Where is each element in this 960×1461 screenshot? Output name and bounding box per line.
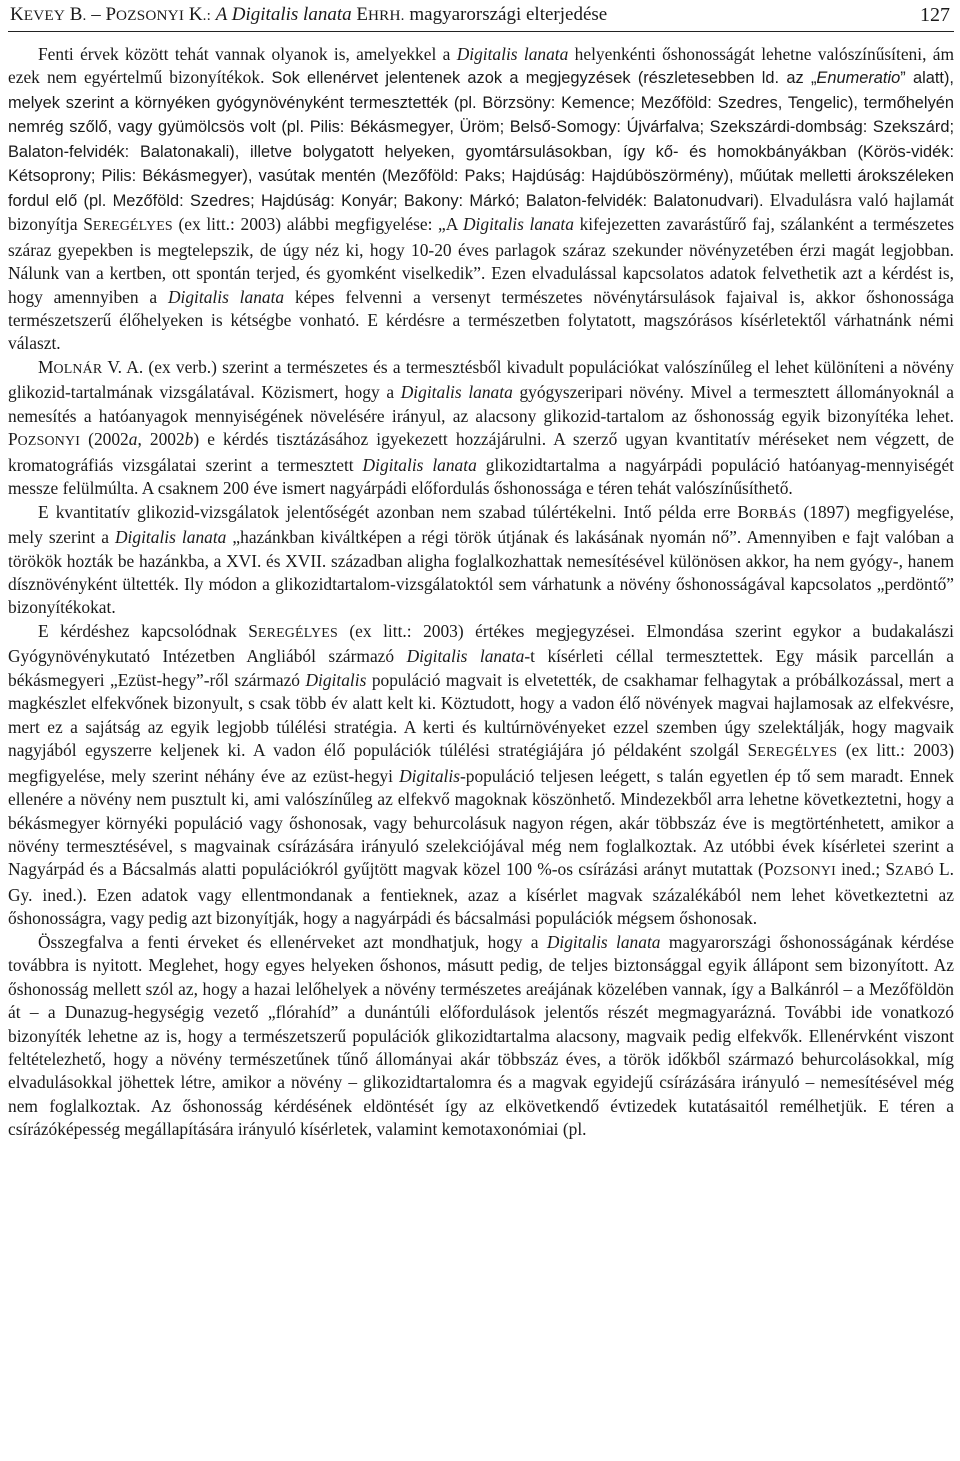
text-fragment: Sok ellenérvet jelentenek azok a megjegyzések (részletesebben ld. az „ <box>271 69 817 88</box>
italic-term: b <box>184 429 194 450</box>
running-head <box>8 0 954 32</box>
author-name: SEREGÉLYES <box>248 620 338 641</box>
italic-term: Digitalis lanata <box>115 527 227 548</box>
text-fragment: , 2002 <box>137 429 185 450</box>
text-run <box>8 502 954 618</box>
text-fragment: -t kísérleti céllal termesztettek. Egy másik parcellán a békásmegyeri „Ezüst-hegy”-ről származó <box>8 646 954 690</box>
text-fragment: glikozidtartalma a nagyárpádi populáció hatóanyag-mennyiségét messze felülmúlta. A csaknem 200 éve ismert nagyárpádi előfordulás őshonossága e téren tehát valószínűsíthető. <box>8 454 954 499</box>
paragraph <box>8 43 954 356</box>
text-fragment: helyenkénti őshonosságát lehetne valószínűsíteni, ám ezek nem egyértelmű bizonyítékok. <box>8 44 955 88</box>
author-name: MOLNÁR <box>38 356 103 377</box>
italic-term: Digitalis lanata <box>400 382 513 403</box>
text-fragment: képes felvenni a versenyt természetes növénytársulások fajaival is, akkor őshonossága természetszerű élőhelyeken is kétségbe vonható. E kérdésre a természetben folytatott, magszórásos kísérletektől várhatnánk némi választ. <box>8 286 954 354</box>
author-name: SZABÓ <box>885 859 934 880</box>
italic-term: Digitalis lanata <box>167 286 285 307</box>
text-fragment: populáció magvait is elvetették, de csakhamar felhagytak a próbálkozással, mert a magkészlet elfekvőnek bizonyult, s csak több év alatt kelt ki. Köztudott, hogy a vadon élő növények magvai hajlamosak az elfekvésre, mert ez a sajátság az egyik legjobb túlélési stratégia. A kerti és kultúrnövényeket ezzel szemben úgy szelektálják, hogy magvaik nagyjából egyszerre keljenek ki. A vadon élő populációk túlélési stratégiájára jó példaként szolgál <box>8 669 954 761</box>
text-fragment: kifejezetten zavarástűrő faj, szálanként a természetes száraz gyepekben is megtelepszik, de úgy néz ki, hogy 10-20 éves parlagok száraz szekunder növényzetében érzi magát legjobban. Nálunk van a kertben, ott spontán terjed, és gyomként viselkedik”. Ezen elvadulással kapcsolatos adatok felvethetik azt a kérdést is, hogy amennyiben a <box>8 214 954 307</box>
text-fragment: gyógyszeripari növény. Mivel a termesztett állományoknál a nemesítés a hatóanyagok mennyiségének növelésére irányul, az alacsony glikozid-tartalom az őshonosság egyik bizonyítéka lehet. <box>8 382 954 426</box>
text-fragment: E kvantitatív glikozid-vizsgálatok jelentőségét azonban nem szabad túlértékelni. Intő példa erre <box>38 501 738 522</box>
text-fragment: ) e kérdés tisztázásához igyekezett hozzájárulni. A szerző ugyan kvantitatív méréseket nem végzett, de kromatográfiás vizsgálatai szerint a termesztett <box>8 429 954 475</box>
text-fragment: „hazánkban kiváltképen a régi török útjának és lakásának nyomán nő”. Amennyiben e fajt valóban a törökök hozták be hazánkba, a XVI. és XVII. században aligha foglalkozhattak nemesítésével különösen akkor, ha nem gyógy-, hanem dísznövényként ültették. Ily módon a glikozidtartalom-vizsgálatoktól sem várhatunk a növény őshonosságával kapcsolatos „perdöntő” bizonyítékokat. <box>8 527 955 618</box>
text-run <box>8 190 954 354</box>
italic-term: Digitalis lanata <box>362 454 477 475</box>
text-fragment: magyarországi őshonosságának kérdése továbbra is nyitott. Meglehet, hogy egyes helyeken őshonos, másutt pedig, de teljes biztonsággal egyik állápont sem bizonyított. Az őshonosság mellett szól az, hogy a hazai lelőhelyek a növény természetes areájának közelében vannak, így a Balkánról – a Mezőföldön át – a Dunazug-hegységig vezető „flórahíd” a dunántúli előfordulások jelentős részét megmagyarázná. További ide vonatkozó bizonyíték lehetne az is, hogy a természetszerű populációk glikozidtartalma alacsony, magvaik pedig elfekvők. Ellenérvként viszont feltételezhető, hogy a növény természetűnek tűnő állományai akár többszáz éves, a török időkből származó behurcolásokkal, míg elvadulásokkal jöhettek létre, amikor a növény – glikozidtartalomra és a magvak egyidejű csírázására irányuló – nemesítésével még nem foglalkoztak. Az őshonosság kérdésének eldöntését így az elkövetkendő évtizedek kutatásaitól remélhetjük. E téren a csírázóképesség megállapítására irányuló kísérletek, valamint kemotaxonómiai (pl. <box>8 931 955 1140</box>
italic-term: a <box>128 429 138 450</box>
text-fragment: -populáció teljesen leégett, s talán egyetlen ép tő sem maradt. Ennek ellenére a növény nem pusztult ki, ami valószínűleg az elfekvő magoknak köszönhető. Mindezekből arra lehetne következtetni, hogy a békásmegyer környéki populáció vagy őshonosak, vagy behurcolásuk nagyon régen, akár többszáz éve is megtörténhetett, amikor a növény termesztésével, s magvainak csírázására irányuló szelekciójával még nem foglalkoztak. Az utóbbi évek kísérletei szerint a Nagyárpád és a Bácsalmás alatti populációkról gyűjtött magvak közel 100 %-os csírázási arányt mutattak ( <box>8 765 954 880</box>
text-fragment: Elvadulásra való hajlamát bizonyítja <box>8 189 954 235</box>
author-name: SEREGÉLYES <box>747 740 838 761</box>
running-head-title-rest: EHRH. magyarországi elterjedése <box>356 4 608 25</box>
text-fragment: Összegfalva a fenti érveket és ellenérveket azt mondhatjuk, hogy a <box>38 931 547 952</box>
text-fragment: (ex litt.: 2003) értékes megjegyzései. Elmondása szerint egykor a budakalászi Gyógynövénykutató Intézetben Angliából származó <box>8 620 954 667</box>
text-run <box>8 69 954 209</box>
text-fragment: V. A. (ex verb.) szerint a természetes és a termesztésből kivadult populációkat valószínűleg el lehet különíteni a növény glikozid-tartalmának vizsgálatával. Közismert, hogy a <box>8 356 954 403</box>
running-head-authors: KEVEY B. – POZSONYI K.: <box>10 4 212 25</box>
author-name: POZSONYI <box>8 429 81 450</box>
text-fragment: ined.; <box>835 859 886 880</box>
italic-term: Digitalis <box>399 765 460 786</box>
italic-term: Digitalis lanata <box>463 214 574 235</box>
page-number: 127 <box>920 4 950 26</box>
text-fragment: E kérdéshez kapcsolódnak <box>38 620 249 641</box>
text-fragment: (2002 <box>80 429 129 450</box>
italic-term: Digitalis <box>305 669 367 690</box>
author-name: BORBÁS <box>737 501 797 522</box>
author-name: POZSONYI <box>763 859 836 880</box>
text-fragment: ” alatt), melyek szerint a környéken gyógynövényként termesztették (pl. Börzsöny: Kemence; Mezőföld: Szedres, Tengelic), termőhelyén nemrég szőlő, vagy gyümölcsös volt (pl. Pilis: Békásmegyer, Üröm; Belső-Somogy: Újvárfalva; Szekszárdi-dombság: Szekszárd; Balaton-felvidék: Balatonakali), illetve bolygatott helyeken, gyomtársulásokban, így kő- és homokbányákban (Körös-vidék: Kétsoprony; Pilis: Békásmegyer), vasútak mentén (Mezőföld: Paks; Hajdúság: Hajdúböszörmény), műútak melletti árokszéleken fordul elő (pl. Mezőföld: Szedres; Hajdúság: Konyár; Bakony: Márkó; Balaton-felvidék: Balatonudvari). <box>8 69 954 210</box>
article-body <box>8 32 954 1142</box>
text-fragment: (ex litt.: 2003) megfigyelése, mely szerint néhány éve az ezüst-hegyi <box>8 740 955 786</box>
text-fragment: Fenti érvek között tehát vannak olyanok is, amelyekkel a <box>38 44 457 64</box>
text-fragment: (1897) megfigyelése, mely szerint a <box>8 501 954 548</box>
italic-term: Enumeratio <box>816 69 901 88</box>
italic-term: Digitalis lanata <box>546 931 661 952</box>
paragraph <box>8 620 954 931</box>
paragraph <box>8 931 954 1142</box>
text-run <box>8 932 954 1140</box>
text-fragment: L. Gy. ined.). Ezen adatok vagy ellentmondanak a fentieknek, azaz a kísérlet magvak százalékából nem lehet következtetni az őshonosságra, vagy pedig azt bizonyítják, hogy a nagyárpádi és bácsalmási populációk mégsem őshonosak. <box>8 859 954 929</box>
italic-term: Digitalis lanata <box>456 44 569 64</box>
author-name: SEREGÉLYES <box>83 214 173 235</box>
text-fragment: (ex litt.: 2003) alábbi megfigyelése: „A <box>172 214 463 235</box>
text-run <box>8 357 954 498</box>
paragraph <box>8 501 954 620</box>
running-head-title-italic: A Digitalis lanata <box>215 4 352 25</box>
italic-term: Digitalis lanata <box>406 646 525 667</box>
paragraph <box>8 356 954 501</box>
text-run <box>8 621 954 928</box>
